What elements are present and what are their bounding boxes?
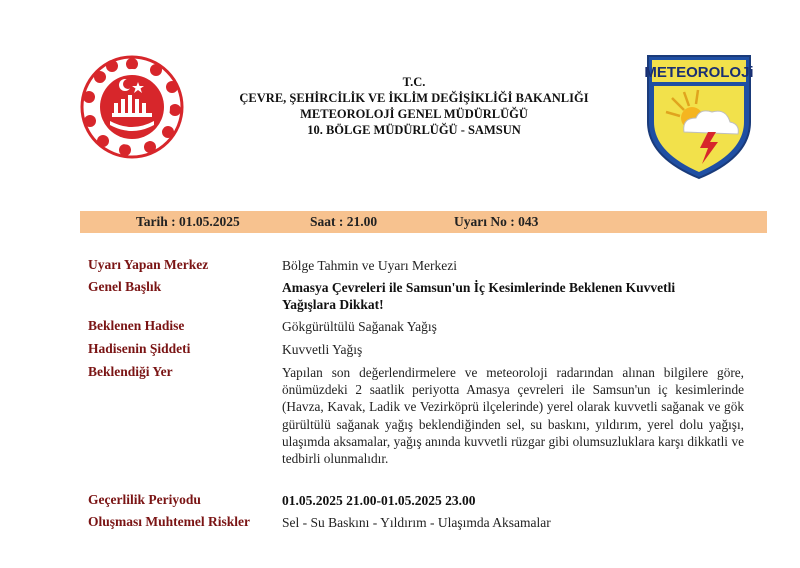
location-description: Yapılan son değerlendirmelere ve meteoroloji radarından alınan bilgilere göre, önümüzdeki 2 saatlik periyotta Amasya çevreleri ile Samsun'un iç kesimlerinde (Havza, Kavak, Ladik ve Vezirköprü ilçelerinde) yerel olarak kuvvetli sağanak ve gök gürültülü sağanak yağış beklendiğinden sel, su baskını, yıldırım, yerel dolu yağışı, ulaşımda aksamalar, yağış anında kuvvetli rüzgar gibi olumsuzluklara karşı dikkatli ve tedbirli olunmalıdır. <box>282 365 744 467</box>
validity-value: 01.05.2025 21.00-01.05.2025 23.00 <box>282 493 476 508</box>
ministry-emblem-logo <box>80 55 184 159</box>
event-value: Gökgürültülü Sağanak Yağış <box>282 319 437 334</box>
center-value: Bölge Tahmin ve Uyarı Merkezi <box>282 258 458 273</box>
risks-value: Sel - Su Baskını - Yıldırım - Ulaşımda Aksamalar <box>282 515 551 530</box>
meteoroloji-logo <box>644 52 754 180</box>
header-directorate: METEOROLOJİ GENEL MÜDÜRLÜĞÜ <box>300 107 528 121</box>
warning-time: Saat : 21.00 <box>310 214 378 229</box>
header-tc: T.C. <box>402 75 426 89</box>
meteoroloji-logo-text: METEOROLOJi <box>644 64 754 81</box>
severity-value: Kuvvetli Yağış <box>282 342 363 357</box>
event-label: Beklenen Hadise <box>88 318 185 333</box>
risks-label: Oluşması Muhtemel Riskler <box>88 514 250 529</box>
location-label: Beklendiği Yer <box>88 364 173 379</box>
header-regional-office: 10. BÖLGE MÜDÜRLÜĞÜ - SAMSUN <box>307 123 521 137</box>
title-label: Genel Başlık <box>88 279 162 294</box>
center-label: Uyarı Yapan Merkez <box>88 257 209 272</box>
warning-number: Uyarı No : 043 <box>454 214 539 229</box>
validity-label: Geçerlilik Periyodu <box>88 492 201 507</box>
title-value-line1: Amasya Çevreleri ile Samsun'un İç Kesimlerinde Beklenen Kuvvetli <box>282 280 676 295</box>
title-value-line2: Yağışlara Dikkat! <box>282 297 384 312</box>
document-header <box>200 74 628 138</box>
severity-label: Hadisenin Şiddeti <box>88 341 191 356</box>
warning-date: Tarih : 01.05.2025 <box>136 214 240 229</box>
warning-info-band <box>80 211 767 233</box>
header-ministry: ÇEVRE, ŞEHİRCİLİK VE İKLİM DEĞİŞİKLİĞİ BAKANLIĞI <box>239 91 589 105</box>
